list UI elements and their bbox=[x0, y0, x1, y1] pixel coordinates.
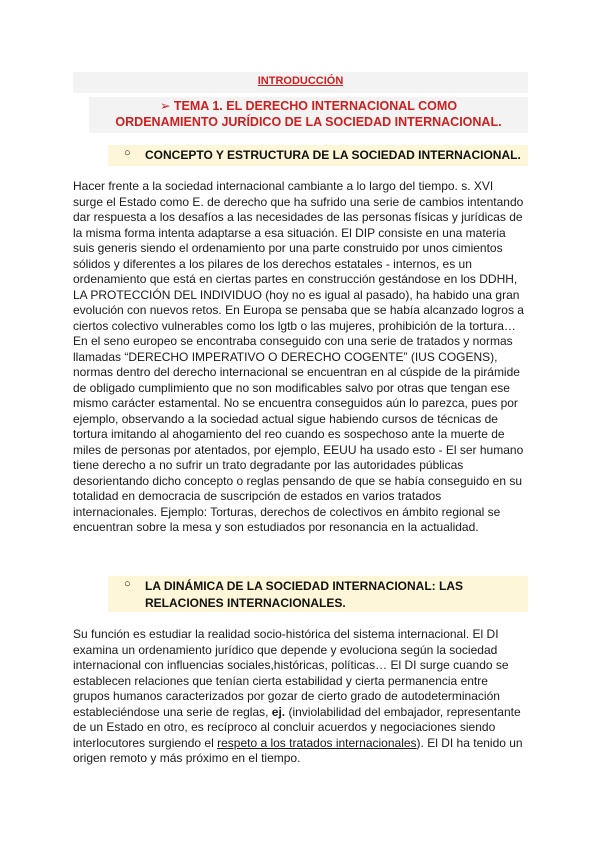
paragraph-line: de un Estado en otro, es recíproco al concluir acuerdos y negociaciones siendo bbox=[73, 720, 496, 734]
section-heading-line-1: LA DINÁMICA DE LA SOCIEDAD INTERNACIONAL: LAS bbox=[145, 579, 463, 593]
intro-title-text: INTRODUCCIÓN bbox=[257, 75, 344, 87]
paragraph-line: dar respuesta a los desafíos a las necesidades de las personas físicas y jurídicas de bbox=[73, 210, 523, 224]
paragraph-concepto bbox=[73, 179, 533, 536]
paragraph-line bbox=[73, 736, 533, 752]
paragraph-line: ejemplo, observando a la sociedad actual sigue habiendo cursos de técnicas de bbox=[73, 411, 498, 426]
paragraph-line: internacional con influencias sociales,históricas, políticas… El DI surge cuando se bbox=[73, 658, 509, 672]
paragraph-line: LA PROTECCIÓN DEL INDIVIDUO (hoy no es igual al pasado), ha habido una gran bbox=[73, 287, 520, 302]
circle-bullet-icon: ○ bbox=[124, 578, 131, 590]
paragraph-line: origen remoto y más próximo en el tiempo. bbox=[73, 751, 301, 765]
paragraph-line: Su función es estudiar la realidad socio-histórica del sistema internacional. El DI bbox=[73, 627, 499, 641]
paragraph-line: mismo carácter estamental. No se encuentra conseguidos aún lo parezca, pues por bbox=[73, 396, 518, 410]
line-text: ). El DI ha tenido un bbox=[416, 735, 523, 750]
tema-title-text-1: TEMA 1. EL DERECHO INTERNACIONAL COMO bbox=[173, 99, 458, 113]
section-heading-line-2: RELACIONES INTERNACIONALES. bbox=[145, 596, 346, 610]
paragraph-line: desorientando dicho concepto o reglas pensando de que se había conseguido en su bbox=[73, 473, 523, 488]
line-text: estableciéndose una serie de reglas, bbox=[73, 704, 272, 719]
paragraph-line: surge el Estado como E. de derecho que ha sufrido una serie de cambios intentando bbox=[73, 194, 524, 209]
arrow-bullet-icon: ➢ bbox=[159, 99, 171, 113]
line-text: (inviolabilidad del embajador, representante bbox=[285, 704, 521, 719]
circle-bullet-icon: ○ bbox=[124, 147, 131, 159]
paragraph-line: suis generis siendo el ordenamiento por una parte construido por unos cimientos bbox=[73, 241, 503, 255]
paragraph-line: ordenamiento que está en ciertas partes en construcción gestándose en los DDHH, bbox=[73, 272, 518, 286]
line-text: interlocutores surgiendo el bbox=[73, 735, 218, 750]
paragraph-line: llamadas “DERECHO IMPERATIVO O DERECHO COGENTE” (IUS COGENS), bbox=[73, 349, 498, 364]
paragraph-line: encuentran sobre la mesa y son estudiados por resonancia en la actualidad. bbox=[73, 520, 479, 534]
tema-title-line-1 bbox=[89, 98, 528, 114]
section-heading-dinamica bbox=[108, 576, 528, 612]
paragraph-line: sólidos y diferentes a los pilares de los derechos estatales - internos, es un bbox=[73, 256, 472, 271]
underlined-phrase: respeto a los tratados internacionales bbox=[217, 735, 417, 750]
paragraph-line: En el seno europeo se encontraba conseguido con una serie de tratados y normas bbox=[73, 334, 513, 348]
section-heading-text bbox=[145, 578, 525, 612]
tema-title-line-2: ORDENAMIENTO JURÍDICO DE LA SOCIEDAD INTERNACIONAL. bbox=[115, 115, 502, 129]
paragraph-line: ciertos colectivo vulnerables como los lgtb o las mujeres, prohibición de la tortura… bbox=[73, 318, 516, 333]
paragraph-line: Hacer frente a la sociedad internacional cambiante a lo largo del tiempo. s. XVI bbox=[73, 179, 494, 193]
paragraph-line: internacionales. Ejemplo: Torturas, derechos de colectivos en ámbito regional se bbox=[73, 504, 501, 519]
paragraph-line: de obligado cumplimiento que no son modificables salvo por otras que tengan ese bbox=[73, 380, 510, 395]
example-abbrev: ej. bbox=[271, 704, 286, 719]
section-heading-text: CONCEPTO Y ESTRUCTURA DE LA SOCIEDAD INTERNACIONAL. bbox=[145, 148, 521, 162]
paragraph-line: establecen relaciones que tenían cierta estabilidad y cierta permanencia entre bbox=[73, 673, 488, 688]
paragraph-line bbox=[73, 705, 533, 721]
paragraph-line: miles de personas por atentados, por ejemplo, EEUU ha usado esto - El ser humano bbox=[73, 442, 524, 457]
paragraph-line: tortura imitando al ahogamiento del reo cuando es sospechoso ante la muerte de bbox=[73, 427, 505, 441]
paragraph-line: normas dentro del derecho internacional se encuentran en al cúspide de la pirámide bbox=[73, 365, 520, 379]
paragraph-line: la misma forma intenta adaptarse a esa situación. El DIP consiste en una materia bbox=[73, 225, 506, 240]
paragraph-line: tiene derecho a no sufrir un trato degradante por las autoridades públicas bbox=[73, 458, 464, 472]
intro-title bbox=[73, 72, 528, 93]
section-heading-concepto bbox=[108, 145, 528, 166]
paragraph-line: totalidad en democracia de suscripción de estados en varios tratados bbox=[73, 489, 442, 503]
paragraph-line: examina un ordenamiento jurídico que depende y evoluciona según la sociedad bbox=[73, 642, 498, 657]
paragraph-line: evolución con nuevos retos. En Europa se pensaba que se había alcanzado logros a bbox=[73, 303, 524, 317]
tema-title-block bbox=[89, 97, 528, 133]
paragraph-dinamica bbox=[73, 627, 533, 767]
paragraph-line: grupos humanos caracterizados por gozar de cierto grado de autodeterminación bbox=[73, 689, 500, 703]
